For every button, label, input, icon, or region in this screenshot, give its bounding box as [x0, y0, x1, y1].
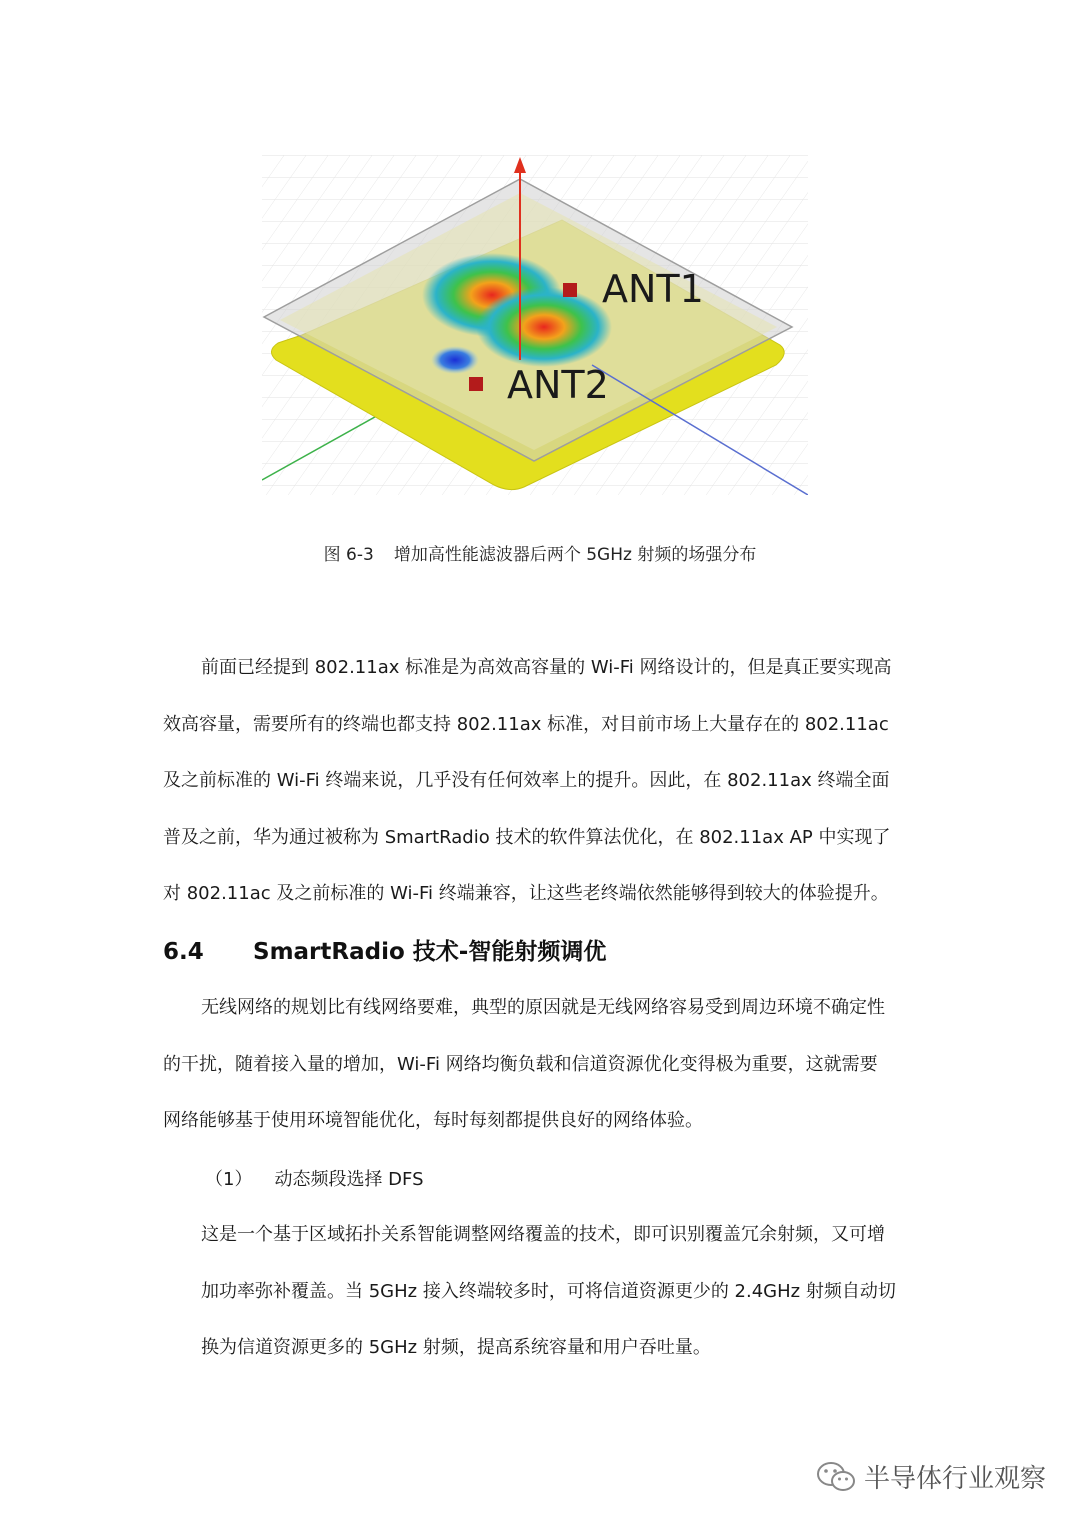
paragraph-line: 前面已经提到 802.11ax 标准是为高效高容量的 Wi-Fi 网络设计的，但是真正要实现高 [201, 657, 892, 678]
paragraph-line: 这是一个基于区域拓扑关系智能调整网络覆盖的技术，即可识别覆盖冗余射频，又可增 [201, 1224, 885, 1245]
field-distribution-illustration [262, 155, 808, 495]
section-heading [163, 930, 606, 974]
figure-caption [0, 540, 1080, 565]
field-coldspot [431, 346, 479, 374]
paragraph-line: 及之前标准的 Wi-Fi 终端来说，几乎没有任何效率上的提升。因此，在 802.11ax 终端全面 [163, 770, 890, 791]
paragraph-line: 网络能够基于使用环境智能优化，每时每刻都提供良好的网络体验。 [163, 1110, 703, 1131]
list-item-dfs [205, 1152, 424, 1208]
figure-number: 图 6-3 [323, 545, 374, 565]
paragraph-line: 无线网络的规划比有线网络要难，典型的原因就是无线网络容易受到周边环境不确定性 [201, 997, 885, 1018]
ant1-marker [563, 283, 577, 297]
watermark-text: 半导体行业观察 [863, 1464, 1046, 1494]
ant2-label: ANT2 [507, 363, 609, 407]
ant1-label: ANT1 [602, 267, 704, 311]
paragraph-line: 的干扰，随着接入量的增加，Wi-Fi 网络均衡负载和信道资源优化变得极为重要，这就需要 [163, 1053, 878, 1075]
section-title: SmartRadio 技术-智能射频调优 [253, 939, 607, 965]
section-number: 6.4 [163, 939, 204, 965]
paragraph-2 [163, 980, 919, 1150]
ant2-marker [469, 377, 483, 391]
paragraph-3 [201, 1207, 919, 1377]
paragraph-1 [163, 640, 919, 923]
paragraph-line: 对 802.11ac 及之前标准的 Wi-Fi 终端兼容，让这些老终端依然能够得到较大的体验提升。 [163, 883, 889, 904]
wechat-icon [816, 1460, 856, 1494]
field-distribution-figure [262, 155, 808, 495]
paragraph-line: 普及之前，华为通过被称为 SmartRadio 技术的软件算法优化，在 802.11ax AP 中实现了 [163, 826, 891, 848]
paragraph-line: 加功率弥补覆盖。当 5GHz 接入终端较多时，可将信道资源更少的 2.4GHz 射频自动切 [201, 1280, 896, 1302]
list-item-number: （1） [205, 1169, 253, 1190]
paragraph-line: 换为信道资源更多的 5GHz 射频，提高系统容量和用户吞吐量。 [201, 1337, 711, 1358]
paragraph-line: 效高容量，需要所有的终端也都支持 802.11ax 标准，对目前市场上大量存在的 802.11ac [163, 713, 889, 735]
figure-caption-text: 增加高性能滤波器后两个 5GHz 射频的场强分布 [393, 545, 757, 565]
list-item-title: 动态频段选择 DFS [274, 1169, 424, 1190]
field-hotspot-ant2 [476, 287, 612, 367]
watermark [816, 1458, 1046, 1495]
